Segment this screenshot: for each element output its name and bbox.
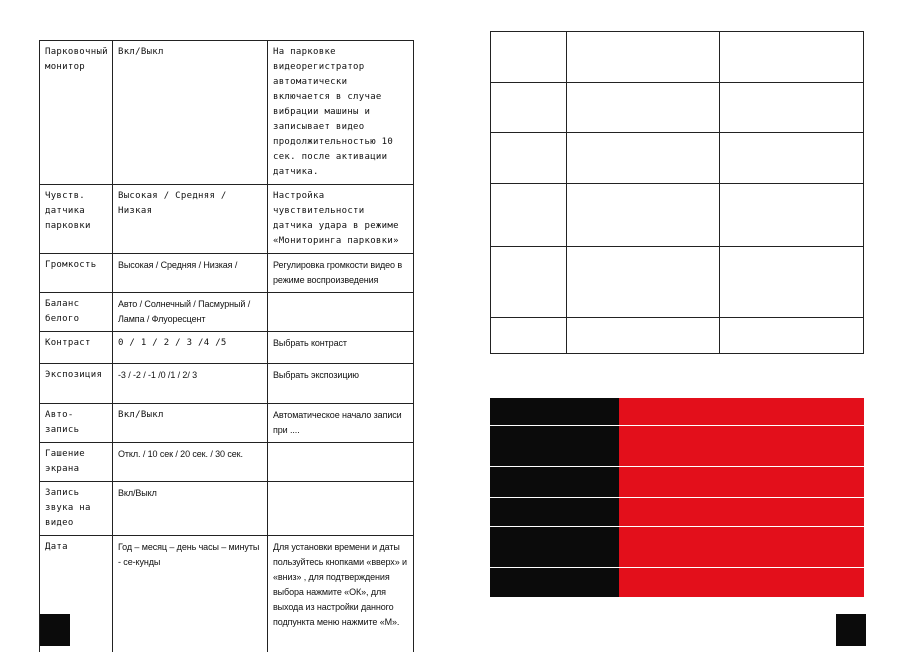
setting-description: Выбрать контраст [268, 332, 414, 364]
table-row [40, 364, 414, 404]
black-cell [490, 425, 619, 466]
setting-name: Запись звука на видео [40, 482, 113, 536]
setting-value: Высокая / Средняя / Низкая / [113, 254, 268, 293]
color-row [490, 497, 864, 526]
setting-value: Вкл/Выкл [113, 41, 268, 185]
color-row [490, 526, 864, 567]
table-row [491, 83, 864, 133]
setting-value: 0 / 1 / 2 / 3 /4 /5 [113, 332, 268, 364]
red-cell [619, 567, 864, 597]
setting-value: Вкл/Выкл [113, 404, 268, 443]
setting-description [268, 293, 414, 332]
settings-table [39, 40, 414, 652]
setting-description: На парковке видеорегистратор автоматически включается в случае вибрации машины и записывает видео продолжительностью 10 сек. после активации датчика. [268, 41, 414, 185]
table-row [40, 293, 414, 332]
setting-name: Авто-запись [40, 404, 113, 443]
setting-value: -3 / -2 / -1 /0 /1 / 2/ 3 [113, 364, 268, 404]
setting-value: Вкл/Выкл [113, 482, 268, 536]
setting-description [268, 443, 414, 482]
color-row [490, 567, 864, 597]
page-marker-right [836, 614, 866, 646]
red-cell [619, 526, 864, 567]
table-row [40, 404, 414, 443]
table-row [40, 482, 414, 536]
table-row [40, 41, 414, 185]
setting-description: Регулировка громкости видео в режиме воспроизведения [268, 254, 414, 293]
color-row [490, 425, 864, 466]
setting-name: Гашение экрана [40, 443, 113, 482]
red-cell [619, 425, 864, 466]
page-marker-left [40, 614, 70, 646]
table-row [40, 536, 414, 652]
setting-description: Выбрать экспозицию [268, 364, 414, 404]
black-cell [490, 497, 619, 526]
setting-name: Чувств. датчика парковки [40, 185, 113, 254]
setting-value: Авто / Солнечный / Пасмурный / Лампа / Флуоресцент [113, 293, 268, 332]
setting-value: Высокая / Средняя / Низкая [113, 185, 268, 254]
setting-name: Контраст [40, 332, 113, 364]
color-row [490, 398, 864, 425]
setting-description: Для установки времени и даты пользуйтесь кнопками «вверх» и «вниз» , для подтверждения выбора нажмите «ОК», для выхода из настройки данного подпункта меню нажмите «М». [268, 536, 414, 652]
color-block-table [490, 398, 864, 598]
color-row [490, 466, 864, 497]
setting-name: Баланс белого [40, 293, 113, 332]
black-cell [490, 567, 619, 597]
black-cell [490, 466, 619, 497]
red-cell [619, 497, 864, 526]
table-row [491, 247, 864, 318]
table-row [40, 443, 414, 482]
setting-name: Парковочный монитор [40, 41, 113, 185]
table-row [491, 133, 864, 184]
black-cell [490, 398, 619, 425]
table-row [40, 254, 414, 293]
setting-description: Настройка чувствительности датчика удара в режиме «Мониторинга парковки» [268, 185, 414, 254]
setting-value: Год – месяц – день часы – минуты - се-кунды [113, 536, 268, 652]
table-row [491, 318, 864, 354]
setting-description [268, 482, 414, 536]
setting-name: Экспозиция [40, 364, 113, 404]
table-row [40, 332, 414, 364]
setting-value: Откл. / 10 сек / 20 сек. / 30 сек. [113, 443, 268, 482]
table-row [491, 32, 864, 83]
black-cell [490, 526, 619, 567]
table-row [491, 184, 864, 247]
setting-name: Дата [40, 536, 113, 652]
empty-table [490, 31, 864, 354]
red-cell [619, 466, 864, 497]
red-cell [619, 398, 864, 425]
setting-description: Автоматическое начало записи при .... [268, 404, 414, 443]
table-row [40, 185, 414, 254]
setting-name: Громкость [40, 254, 113, 293]
